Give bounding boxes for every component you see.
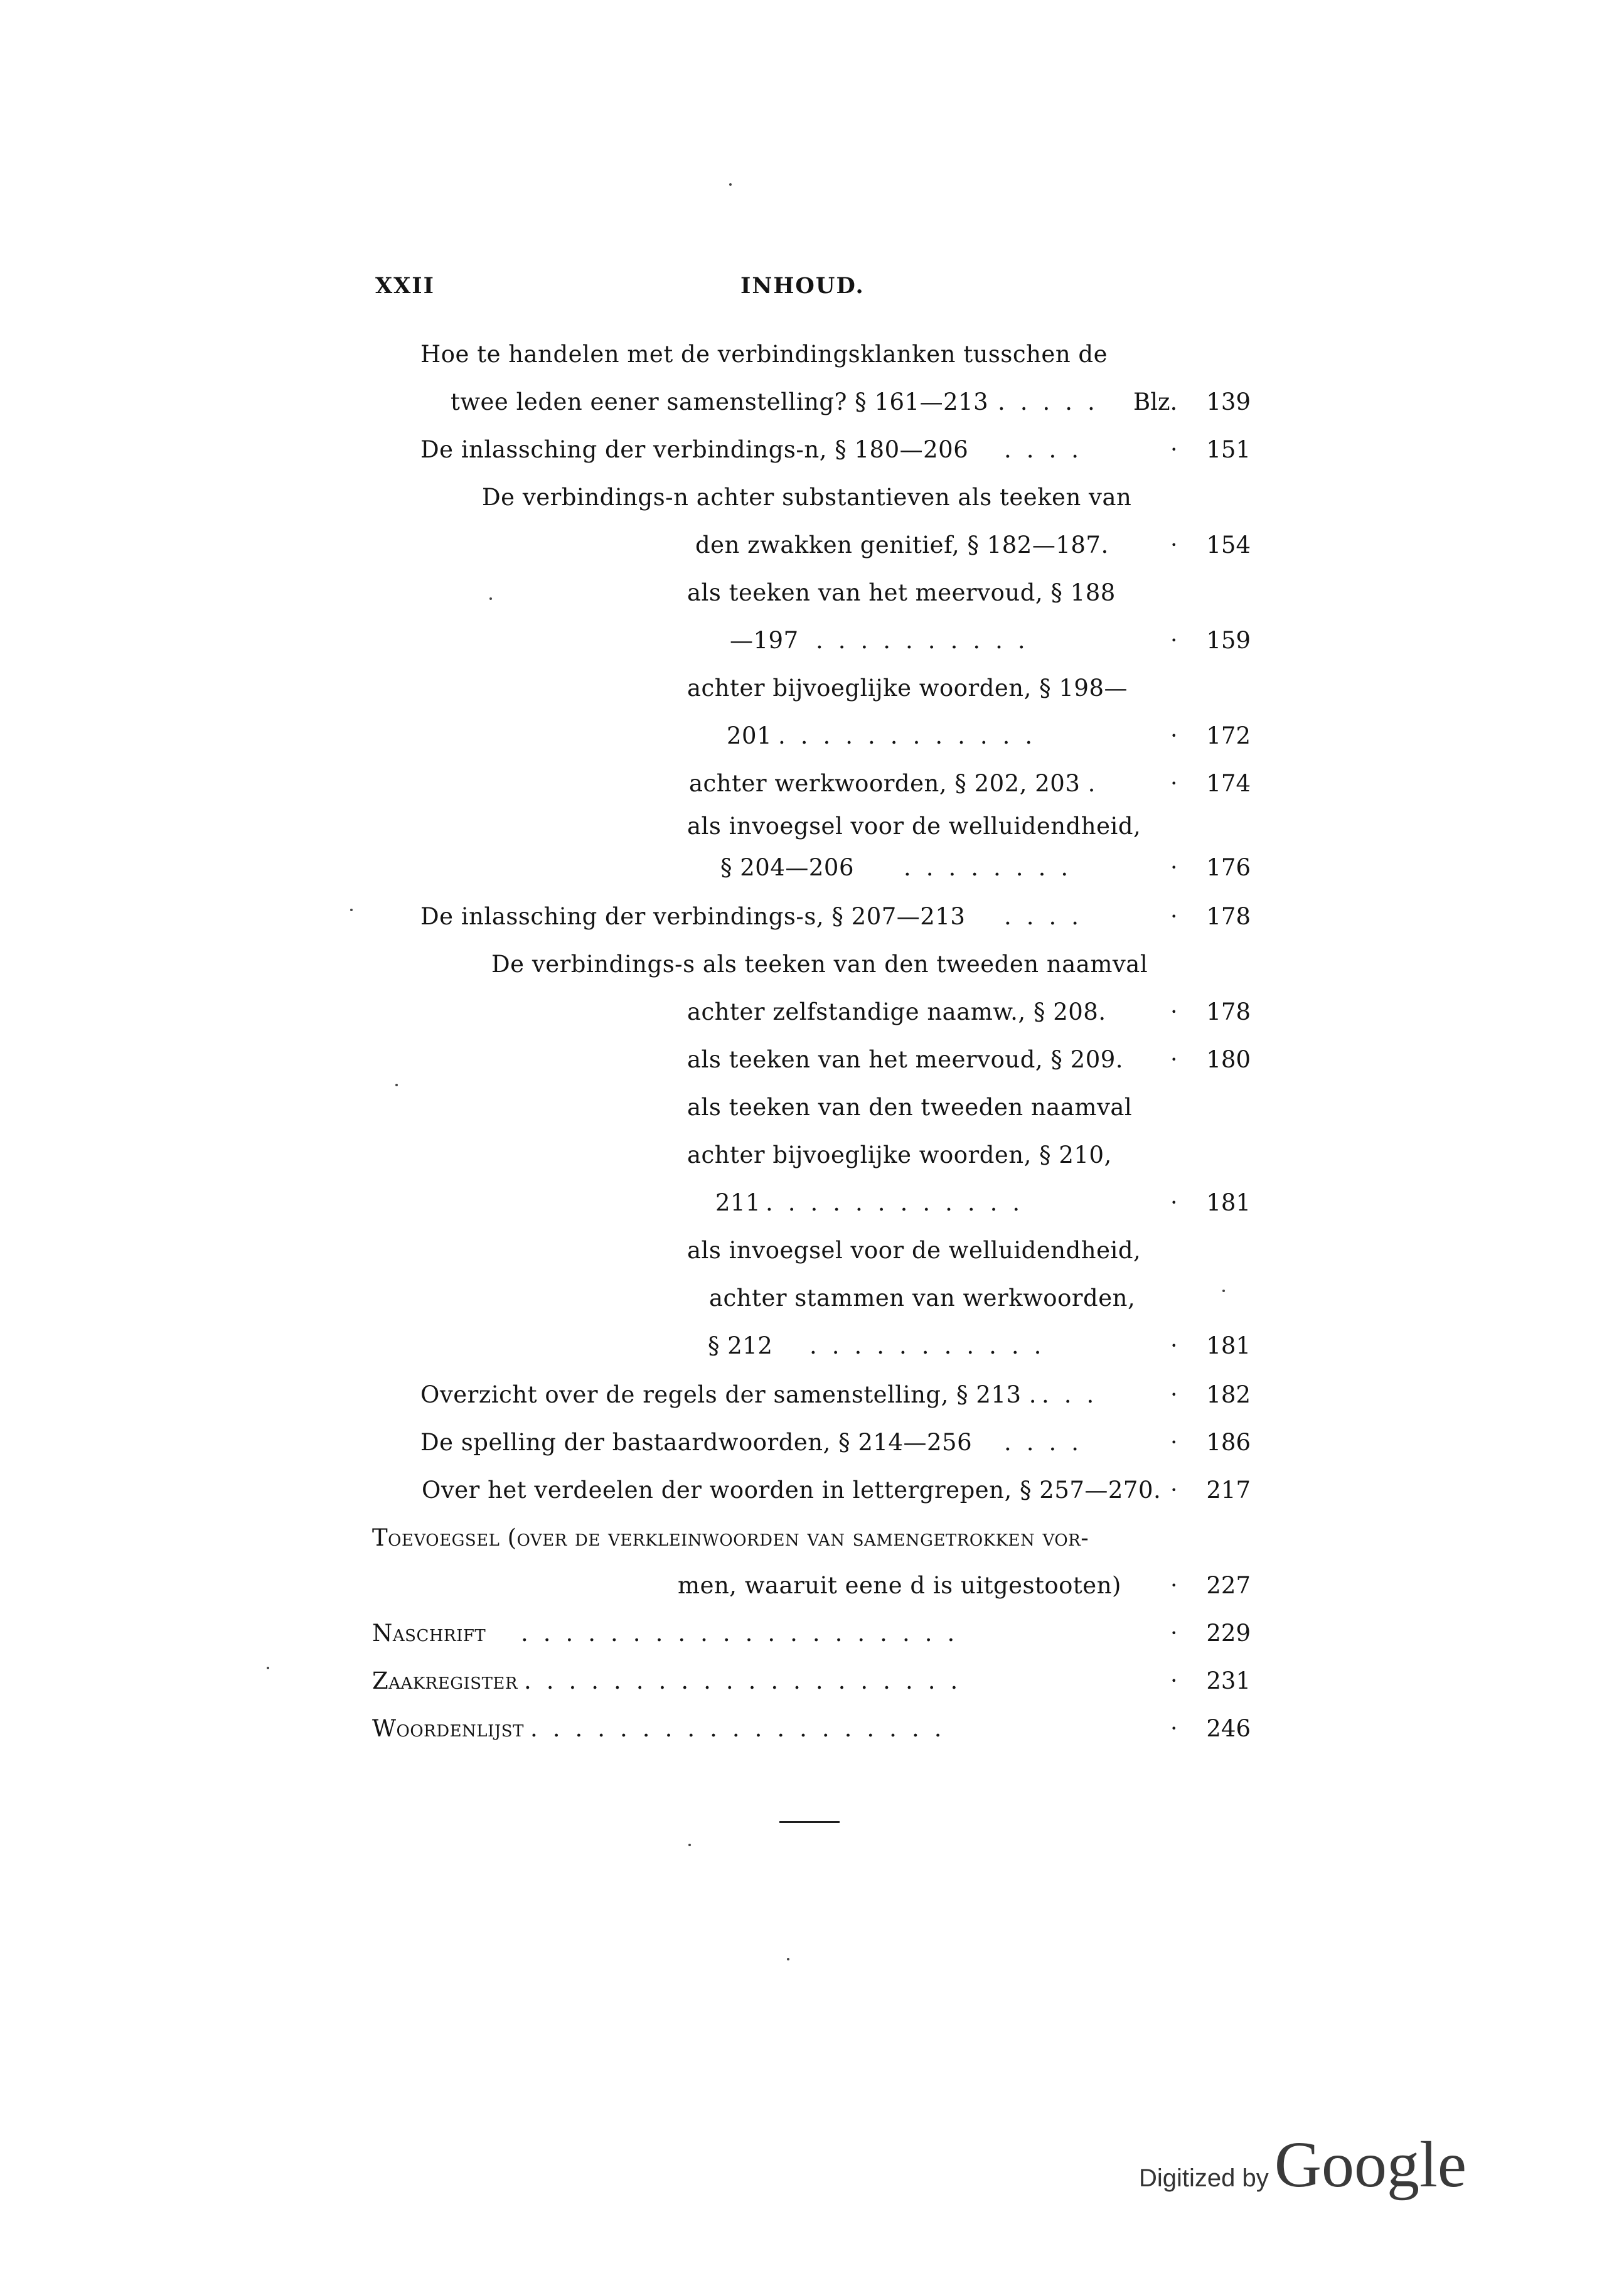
leader-dots: .................... — [524, 1667, 973, 1694]
page-number: 139 — [1206, 388, 1251, 415]
ditto-mark: • — [1171, 1197, 1177, 1209]
toc-entry-text: als teeken van den tweeden naamval — [687, 1094, 1133, 1121]
ditto-mark: • — [1171, 778, 1177, 789]
toc-entry — [0, 1138, 1624, 1172]
toc-entry — [0, 338, 1624, 372]
toc-entry-text: als invoegsel voor de welluidendheid, — [687, 1237, 1141, 1264]
toc-entry-text: De verbindings-n achter substantieven als teeken van — [482, 484, 1132, 511]
toc-entry-text: De verbindings-s als teeken van den tweeden naamval — [491, 951, 1148, 978]
toc-entry-text: Hoe te handelen met de verbindingsklanken tusschen de — [420, 341, 1108, 368]
page-number: 174 — [1206, 770, 1251, 797]
toc-entry-text: De inlassching der verbindings-n, § 180—206 — [420, 436, 969, 463]
toc-entry — [0, 1378, 1624, 1412]
leader-dots: .......... — [816, 627, 1040, 654]
page-number: 176 — [1206, 854, 1251, 881]
toc-entry-text: Naschrift — [372, 1620, 486, 1647]
toc-entry-text: De inlassching der verbindings-s, § 207—213 — [420, 903, 966, 930]
toc-entry — [0, 1617, 1624, 1650]
toc-entry-text: twee leden eener samenstelling? § 161—213 — [451, 388, 989, 415]
ditto-mark: • — [1171, 444, 1177, 456]
folio-number: XXII — [375, 273, 435, 299]
toc-entry — [0, 1473, 1624, 1507]
toc-entry-text: als invoegsel voor de welluidendheid, — [687, 813, 1141, 840]
toc-entry-text: § 212 — [708, 1332, 773, 1359]
page-number: 180 — [1206, 1046, 1251, 1073]
toc-entry-text: De spelling der bastaardwoorden, § 214—256 — [420, 1429, 973, 1456]
toc-entry — [0, 1091, 1624, 1125]
ditto-mark: • — [1171, 862, 1177, 874]
toc-entry-text: den zwakken genitief, § 182—187. — [695, 532, 1109, 559]
page-number: 186 — [1206, 1429, 1251, 1456]
digitized-watermark — [1139, 2127, 1466, 2203]
toc-entry-text: men, waaruit eene d is uitgestooten) — [678, 1572, 1121, 1599]
ditto-mark: • — [1171, 1580, 1177, 1591]
toc-entry-text: Zaakregister — [372, 1667, 518, 1694]
page-number: 178 — [1206, 903, 1251, 930]
toc-entry-text: 201 — [727, 722, 772, 749]
leader-dots: ... — [1042, 1381, 1109, 1408]
ditto-mark: • — [1171, 634, 1177, 646]
page-number: 172 — [1206, 722, 1251, 749]
toc-entry — [0, 1186, 1624, 1220]
page-number: 217 — [1206, 1477, 1251, 1504]
toc-entry — [0, 385, 1624, 419]
toc-entry-text: Woordenlijst — [372, 1715, 524, 1742]
ditto-mark: • — [1171, 1484, 1177, 1496]
leader-dots: ..... — [998, 388, 1110, 415]
ditto-mark: • — [1171, 1436, 1177, 1448]
toc-entry — [0, 576, 1624, 610]
toc-entry — [0, 624, 1624, 658]
toc-entry — [0, 810, 1624, 843]
ditto-mark: • — [1171, 730, 1177, 742]
page-prefix: Blz. — [1133, 388, 1178, 415]
leader-dots: .... — [1004, 436, 1094, 463]
leader-dots: ............ — [778, 722, 1048, 749]
toc-entry — [0, 1281, 1624, 1315]
leader-dots: .................... — [521, 1620, 970, 1647]
leader-dots: ............ — [766, 1189, 1035, 1216]
toc-entry-text: achter werkwoorden, § 202, 203 . — [689, 770, 1096, 797]
leader-dots: ........... — [809, 1332, 1057, 1359]
page-number: 159 — [1206, 627, 1251, 654]
page-number: 229 — [1206, 1620, 1251, 1647]
toc-entry — [0, 767, 1624, 801]
page-number: 182 — [1206, 1381, 1251, 1408]
toc-entry-text: achter zelfstandige naamw., § 208. — [687, 998, 1106, 1025]
toc-entry — [0, 1043, 1624, 1077]
toc-entry — [0, 900, 1624, 934]
page-title: INHOUD. — [740, 273, 865, 299]
toc-entry-text: 211 — [715, 1189, 761, 1216]
toc-entry — [0, 433, 1624, 467]
ditto-mark: • — [1171, 1723, 1177, 1735]
ditto-mark: • — [1171, 1054, 1177, 1066]
page-number: 181 — [1206, 1189, 1251, 1216]
page-number: 178 — [1206, 998, 1251, 1025]
leader-dots: ........ — [904, 854, 1084, 881]
page-number: 154 — [1206, 532, 1251, 559]
leader-dots: ................... — [530, 1715, 957, 1742]
toc-entry — [0, 1521, 1624, 1555]
toc-entry — [0, 1664, 1624, 1698]
toc-entry-text: —197 — [730, 627, 799, 654]
toc-entry-text: § 204—206 — [720, 854, 855, 881]
toc-entry — [0, 1569, 1624, 1603]
toc-entry — [0, 671, 1624, 705]
toc-entry — [0, 1426, 1624, 1460]
ditto-mark: • — [1171, 1006, 1177, 1018]
toc-entry-text: Over het verdeelen der woorden in lettergrepen, § 257—270. — [422, 1477, 1162, 1504]
toc-entry-text: Overzicht over de regels der samenstelling, § 213 . — [420, 1381, 1037, 1408]
toc-entry — [0, 481, 1624, 515]
page-number: 246 — [1206, 1715, 1251, 1742]
toc-entry-text: achter bijvoeglijke woorden, § 210, — [687, 1141, 1112, 1168]
toc-entry — [0, 948, 1624, 981]
page-number: 227 — [1206, 1572, 1251, 1599]
toc-entry-text: achter bijvoeglijke woorden, § 198— — [687, 675, 1128, 702]
toc-entry — [0, 1234, 1624, 1268]
ditto-mark: • — [1171, 1389, 1177, 1401]
toc-entry-text: als teeken van het meervoud, § 209. — [687, 1046, 1124, 1073]
toc-entry — [0, 1712, 1624, 1746]
ditto-mark: • — [1171, 1675, 1177, 1687]
page-number: 231 — [1206, 1667, 1251, 1694]
toc-entry — [0, 1329, 1624, 1363]
toc-entry — [0, 995, 1624, 1029]
ditto-mark: • — [1171, 1340, 1177, 1352]
page-number: 151 — [1206, 436, 1251, 463]
toc-entry-text: achter stammen van werkwoorden, — [709, 1285, 1136, 1312]
toc-entry-text: als teeken van het meervoud, § 188 — [687, 579, 1116, 606]
ditto-mark: • — [1171, 539, 1177, 551]
leader-dots: .... — [1004, 1429, 1094, 1456]
toc-entry — [0, 528, 1624, 562]
toc-entry — [0, 719, 1624, 753]
page-number: 181 — [1206, 1332, 1251, 1359]
toc-entry — [0, 851, 1624, 885]
watermark-prefix: Digitized by — [1139, 2164, 1269, 2192]
google-logo: Google — [1274, 2129, 1467, 2201]
ditto-mark: • — [1171, 911, 1177, 922]
closing-rule — [779, 1821, 840, 1823]
ditto-mark: • — [1171, 1627, 1177, 1639]
leader-dots: .... — [1004, 903, 1094, 930]
toc-entry-text: Toevoegsel (over de verkleinwoorden van samengetrokken vor- — [372, 1524, 1089, 1551]
